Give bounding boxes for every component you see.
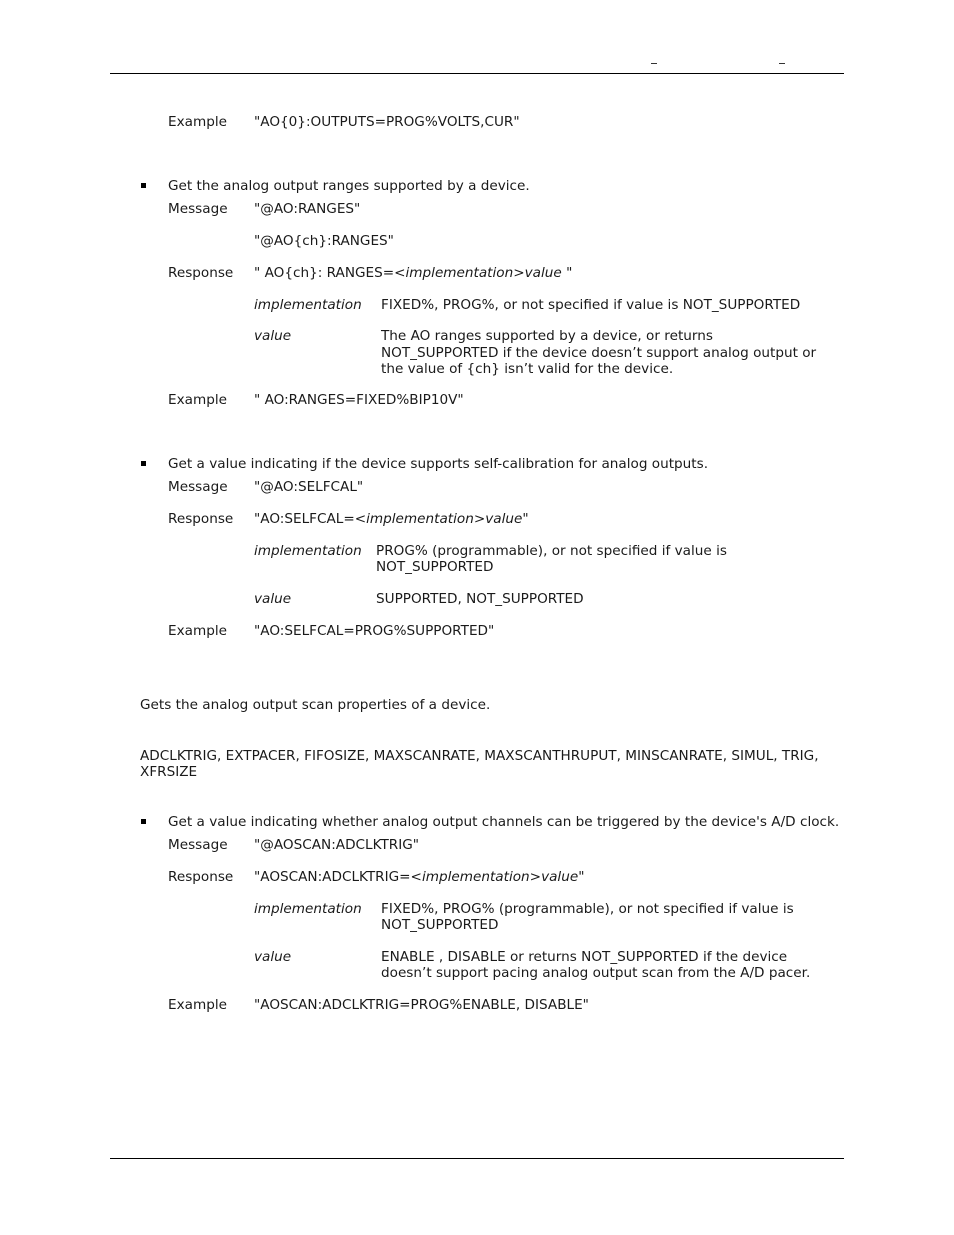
response-mid: >: [513, 265, 525, 281]
impl-desc-line-2: NOT_SUPPORTED: [381, 917, 499, 933]
bullet-text: Get the analog output ranges supported by a device.: [168, 178, 530, 194]
impl-term: implementation: [254, 297, 362, 313]
message-value: "@AOSCAN:ADCLKTRIG": [254, 837, 420, 853]
response-label: Response: [168, 511, 234, 527]
response-mid: >: [473, 511, 486, 527]
message-label: Message: [168, 201, 228, 217]
footer-rule: [110, 1158, 844, 1159]
properties-list-line-1: ADCLKTRIG, EXTPACER, FIFOSIZE, MAXSCANRATE, MAXSCANTHRUPUT, MINSCANRATE, SIMUL, TRIG,: [140, 748, 819, 764]
value-term: value: [254, 328, 292, 344]
response-value: [254, 265, 572, 281]
properties-list-line-2: XFRSIZE: [140, 764, 198, 780]
value-desc-line-1: ENABLE , DISABLE or returns NOT_SUPPORTED if the device: [381, 949, 788, 965]
response-suffix: ": [578, 869, 585, 885]
example-label: Example: [168, 114, 227, 130]
value-term: value: [254, 949, 292, 965]
bullet-marker: [141, 819, 146, 824]
impl-desc-line-1: FIXED%, PROG% (programmable), or not specified if value is: [381, 901, 794, 917]
message-value: "@AO:RANGES": [254, 201, 361, 217]
response-prefix: " AO{ch}: RANGES=<: [254, 265, 406, 281]
example-label: Example: [168, 392, 227, 408]
response-suffix: ": [522, 511, 529, 527]
response-suffix: ": [561, 265, 573, 281]
message-label: Message: [168, 479, 228, 495]
section-intro: Gets the analog output scan properties of a device.: [140, 697, 491, 713]
response-value: [254, 511, 529, 527]
header-mark-right: [779, 63, 785, 64]
impl-desc: FIXED%, PROG%, or not specified if value is NOT_SUPPORTED: [381, 297, 801, 313]
response-impl: implementation: [421, 869, 530, 885]
header-rule: [110, 73, 844, 74]
message-value: "@AO:SELFCAL": [254, 479, 364, 495]
response-value: [254, 869, 584, 885]
value-desc-line-2: NOT_SUPPORTED if the device doesn’t support analog output or: [381, 345, 817, 361]
bullet-text: Get a value indicating if the device supports self-calibration for analog outputs.: [168, 456, 709, 472]
header-mark-left: [651, 63, 657, 64]
response-mid: >: [529, 869, 542, 885]
response-prefix: "AOSCAN:ADCLKTRIG=<: [254, 869, 422, 885]
response-impl: implementation: [366, 511, 474, 527]
value-desc-line-3: the value of {ch} isn’t valid for the device.: [381, 361, 674, 377]
example-value: "AOSCAN:ADCLKTRIG=PROG%ENABLE, DISABLE": [254, 997, 589, 1013]
example-label: Example: [168, 997, 227, 1013]
example-value: "AO:SELFCAL=PROG%SUPPORTED": [254, 623, 495, 639]
bullet-marker: [141, 461, 146, 466]
impl-desc-line-2: NOT_SUPPORTED: [376, 559, 494, 575]
response-impl: implementation: [405, 265, 514, 281]
response-label: Response: [168, 869, 234, 885]
message-value-channel: "@AO{ch}:RANGES": [254, 233, 394, 249]
bullet-text: Get a value indicating whether analog output channels can be triggered by the device's A/D clock.: [168, 814, 840, 830]
bullet-marker: [141, 183, 146, 188]
response-label: Response: [168, 265, 234, 281]
value-term: value: [254, 591, 292, 607]
impl-term: implementation: [254, 901, 362, 917]
example-value: "AO{0}:OUTPUTS=PROG%VOLTS,CUR": [254, 114, 520, 130]
response-value-term: value: [485, 511, 523, 527]
response-value-term: value: [524, 265, 562, 281]
impl-term: implementation: [254, 543, 362, 559]
message-label: Message: [168, 837, 228, 853]
example-value: " AO:RANGES=FIXED%BIP10V": [254, 392, 464, 408]
value-desc: SUPPORTED, NOT_SUPPORTED: [376, 591, 584, 607]
example-label: Example: [168, 623, 227, 639]
response-value-term: value: [541, 869, 579, 885]
impl-desc-line-1: PROG% (programmable), or not specified if value is: [376, 543, 727, 559]
response-prefix: "AO:SELFCAL=<: [254, 511, 367, 527]
value-desc-line-2: doesn’t support pacing analog output scan from the A/D pacer.: [381, 965, 811, 981]
value-desc-line-1: The AO ranges supported by a device, or returns: [381, 328, 713, 344]
